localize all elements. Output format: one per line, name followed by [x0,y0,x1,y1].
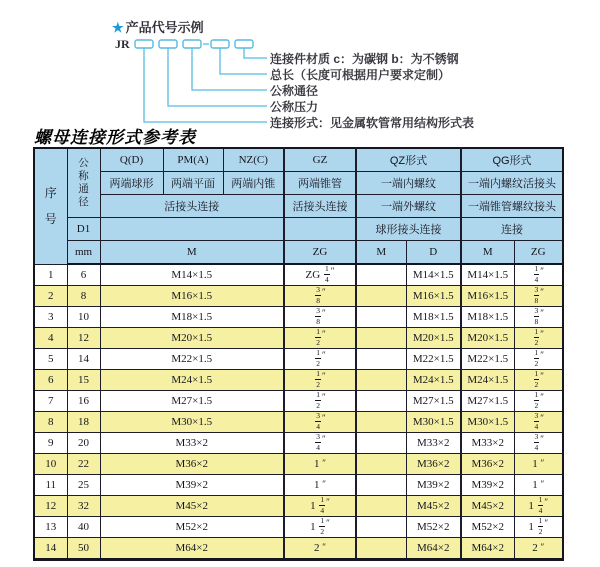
cell-seq: 4 [34,328,67,349]
header-qg-conn: 连接 [461,218,563,241]
cell-qz-d: M45×2 [406,496,461,517]
cell-qg-zg: $\frac{3}{8}$ ″ [514,307,563,328]
cell-qz-m [356,538,406,560]
cell-seq: 10 [34,454,67,475]
header-q-sub: 两端球形 [100,172,163,195]
cell-dn-mm: 14 [67,349,100,370]
cell-seq: 5 [34,349,67,370]
cell-qz-d: M16×1.5 [406,286,461,307]
table-row [34,391,563,412]
header-d1: D1 [67,218,100,241]
header-mm: mm [67,241,100,265]
cell-qg-m: M30×1.5 [461,412,514,433]
example-title-text: 产品代号示例 [125,20,204,35]
cell-gz-zg: $\frac{3}{4}$ ″ [284,412,356,433]
cell-qz-m [356,475,406,496]
header-col-qg: QG形式 [461,148,563,172]
table-row [34,517,563,538]
cell-qz-d: M64×2 [406,538,461,560]
cell-qg-zg: $\frac{3}{4}$ ″ [514,412,563,433]
cell-qg-m: M14×1.5 [461,264,514,286]
cell-qz-d: M22×1.5 [406,349,461,370]
cell-qg-zg: $\frac{1}{2}$ ″ [514,328,563,349]
header-m-label: M [100,241,284,265]
cell-qg-m: M45×2 [461,496,514,517]
cell-m: M39×2 [100,475,284,496]
cell-m: M33×2 [100,433,284,454]
header-nz-sub: 两端内锥 [223,172,284,195]
star-icon: ★ [112,20,124,35]
cell-seq: 9 [34,433,67,454]
cell-seq: 6 [34,370,67,391]
cell-qg-zg: $\frac{1}{2}$ ″ [514,370,563,391]
cell-qz-d: M30×1.5 [406,412,461,433]
cell-qz-m [356,454,406,475]
header-qz-sub1: 一端内螺纹 [356,172,461,195]
cell-m: M14×1.5 [100,264,284,286]
cell-dn-mm: 50 [67,538,100,560]
cell-seq: 2 [34,286,67,307]
cell-qg-zg: $\frac{1}{2}$ ″ [514,349,563,370]
cell-m: M24×1.5 [100,370,284,391]
header-qz-m-label: M [356,241,406,265]
header-col-gz: GZ [284,148,356,172]
label-connection-form: 连接形式：见金属软管常用结构形式表 [270,116,475,130]
cell-seq: 11 [34,475,67,496]
cell-qz-m [356,307,406,328]
cell-qg-m: M27×1.5 [461,391,514,412]
cell-qg-m: M36×2 [461,454,514,475]
cell-seq: 12 [34,496,67,517]
cell-dn-mm: 25 [67,475,100,496]
cell-qg-m: M64×2 [461,538,514,560]
cell-qz-m [356,349,406,370]
table-row [34,475,563,496]
cell-qz-d: M20×1.5 [406,328,461,349]
code-prefix: JR [115,37,130,51]
cell-gz-zg: 1 ″ [284,454,356,475]
header-qg-sub1: 一端内螺纹活接头 [461,172,563,195]
cell-dn-mm: 10 [67,307,100,328]
header-qg-sub2: 一端锥管螺纹接头 [461,195,563,218]
table-title: 螺母连接形式参考表 [34,128,196,148]
cell-seq: 8 [34,412,67,433]
cell-qg-zg: 1 ″ [514,454,563,475]
header-gz-empty [284,218,356,241]
table-row [34,349,563,370]
table-row [34,370,563,391]
header-col-qz: QZ形式 [356,148,461,172]
cell-m: M20×1.5 [100,328,284,349]
cell-qg-m: M24×1.5 [461,370,514,391]
cell-qz-d: M39×2 [406,475,461,496]
cell-qg-zg: 1 $\frac{1}{4}$ ″ [514,496,563,517]
cell-dn-mm: 15 [67,370,100,391]
cell-qg-zg: 1 ″ [514,475,563,496]
cell-qz-m [356,412,406,433]
header-qg-m-label: M [461,241,514,265]
header-col-nz: NZ(C) [223,148,284,172]
cell-qg-m: M16×1.5 [461,286,514,307]
header-dn: 公称通径 [67,148,100,218]
cell-m: M36×2 [100,454,284,475]
cell-dn-mm: 32 [67,496,100,517]
cell-gz-zg: $\frac{1}{2}$ ″ [284,349,356,370]
cell-gz-zg: $\frac{1}{2}$ ″ [284,328,356,349]
cell-qz-d: M18×1.5 [406,307,461,328]
product-code-example-title [112,17,204,36]
cell-dn-mm: 18 [67,412,100,433]
cell-dn-mm: 8 [67,286,100,307]
cell-qz-m [356,286,406,307]
cell-seq: 14 [34,538,67,560]
header-zg-label: ZG [284,241,356,265]
header-seq: 序号 [34,148,67,264]
cell-qz-m [356,370,406,391]
cell-qg-m: M20×1.5 [461,328,514,349]
cell-gz-zg: $\frac{1}{2}$ ″ [284,370,356,391]
cell-gz-zg: $\frac{3}{4}$ ″ [284,433,356,454]
cell-m: M30×1.5 [100,412,284,433]
table-row [34,328,563,349]
cell-qz-m [356,433,406,454]
cell-m: M64×2 [100,538,284,560]
table-row [34,538,563,560]
cell-gz-zg: 1 $\frac{1}{4}$ ″ [284,496,356,517]
cell-dn-mm: 6 [67,264,100,286]
header-gz-sub: 两端锥管 [284,172,356,195]
cell-dn-mm: 12 [67,328,100,349]
cell-m: M16×1.5 [100,286,284,307]
cell-qg-m: M22×1.5 [461,349,514,370]
cell-gz-zg: 1 ″ [284,475,356,496]
cell-seq: 7 [34,391,67,412]
cell-gz-zg: ZG $\frac{1}{4}$ ″ [284,264,356,286]
cell-qz-m [356,496,406,517]
cell-seq: 1 [34,264,67,286]
cell-gz-zg: $\frac{3}{8}$ ″ [284,307,356,328]
cell-m: M22×1.5 [100,349,284,370]
table-row [34,496,563,517]
table-row [34,412,563,433]
cell-qg-zg: $\frac{1}{2}$ ″ [514,391,563,412]
header-qz-sub2: 一端外螺纹 [356,195,461,218]
cell-qz-m [356,517,406,538]
cell-qg-zg: 1 $\frac{1}{2}$ ″ [514,517,563,538]
cell-qg-m: M18×1.5 [461,307,514,328]
cell-qg-zg: $\frac{3}{4}$ ″ [514,433,563,454]
header-qz-conn: 球形接头连接 [356,218,461,241]
cell-gz-zg: 2 ″ [284,538,356,560]
label-nominal-diameter: 公称通径 [270,84,319,98]
cell-dn-mm: 22 [67,454,100,475]
table-row [34,264,563,286]
table-row [34,454,563,475]
header-qz-d-label: D [406,241,461,265]
cell-dn-mm: 16 [67,391,100,412]
header-qg-zg-label: ZG [514,241,563,265]
cell-m: M45×2 [100,496,284,517]
cell-qz-d: M27×1.5 [406,391,461,412]
label-nominal-pressure: 公称压力 [270,100,319,114]
header-col-pm: PM(A) [163,148,223,172]
cell-qz-d: M33×2 [406,433,461,454]
table-row [34,433,563,454]
label-total-length: 总长（长度可根据用户要求定制） [270,68,451,82]
table-row [34,286,563,307]
label-material: 连接件材质 c：为碳钢 b：为不锈钢 [270,52,459,66]
cell-qz-d: M52×2 [406,517,461,538]
header-col-q: Q(D) [100,148,163,172]
header-union-conn: 活接头连接 [100,195,284,218]
nut-connection-table [33,147,564,561]
header-empty-cell [100,218,284,241]
cell-gz-zg: 1 $\frac{1}{2}$ ″ [284,517,356,538]
cell-qg-m: M33×2 [461,433,514,454]
cell-seq: 13 [34,517,67,538]
cell-qz-m [356,391,406,412]
cell-qg-m: M52×2 [461,517,514,538]
cell-m: M27×1.5 [100,391,284,412]
cell-dn-mm: 40 [67,517,100,538]
cell-qg-zg: $\frac{3}{8}$ ″ [514,286,563,307]
cell-qz-m [356,328,406,349]
cell-qg-zg: $\frac{1}{4}$ ″ [514,264,563,286]
cell-qz-d: M24×1.5 [406,370,461,391]
cell-qg-m: M39×2 [461,475,514,496]
cell-m: M18×1.5 [100,307,284,328]
cell-gz-zg: $\frac{1}{2}$ ″ [284,391,356,412]
header-pm-sub: 两端平面 [163,172,223,195]
cell-dn-mm: 20 [67,433,100,454]
cell-gz-zg: $\frac{3}{8}$ ″ [284,286,356,307]
cell-qz-m [356,264,406,286]
cell-qz-d: M14×1.5 [406,264,461,286]
cell-qz-d: M36×2 [406,454,461,475]
cell-qg-zg: 2 ″ [514,538,563,560]
cell-m: M52×2 [100,517,284,538]
cell-seq: 3 [34,307,67,328]
table-row [34,307,563,328]
header-gz-conn: 活接头连接 [284,195,356,218]
